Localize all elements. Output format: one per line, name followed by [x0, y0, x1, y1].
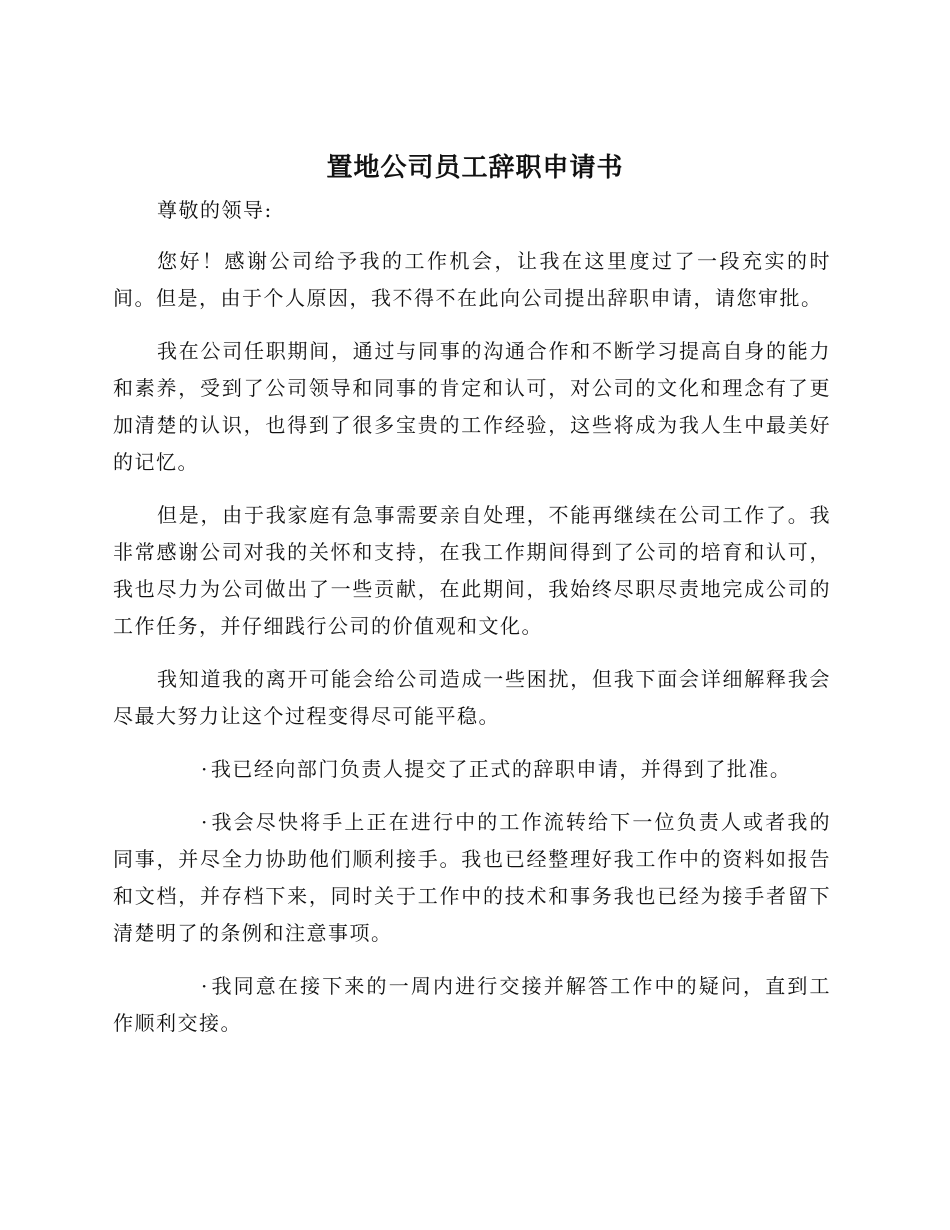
bullet-text: 我会尽快将手上正在进行中的工作流转给下一位负责人或者我的同事，并尽全力协助他们顺利接手。我也已经整理好我工作中的资料如报告和文档，并存档下来，同时关于工作中的技术和事务我也已经为接手者留下清楚明了的条例和注意事项。 — [113, 810, 831, 945]
paragraph-transition: 我知道我的离开可能会给公司造成一些困扰，但我下面会详细解释我会尽最大努力让这个过程变得尽可能平稳。 — [113, 667, 831, 728]
bullet-item — [113, 804, 831, 952]
bullet-marker: · — [201, 757, 209, 781]
document-body — [113, 192, 831, 1058]
document-title: 置地公司员工辞职申请书 — [326, 153, 624, 183]
paragraph-reason: 但是，由于我家庭有急事需要亲自处理，不能再继续在公司工作了。我非常感谢公司对我的关怀和支持，在我工作期间得到了公司的培育和认可，我也尽力为公司做出了一些贡献，在此期间，我始终尽职尽责地完成公司的工作任务，并仔细践行公司的价值观和文化。 — [113, 503, 831, 638]
bullet-item — [113, 751, 831, 788]
paragraph-experience: 我在公司任职期间，通过与同事的沟通合作和不断学习提高自身的能力和素养，受到了公司领导和同事的肯定和认可，对公司的文化和理念有了更加清楚的认识，也得到了很多宝贵的工作经验，这些将成为我人生中最美好的记忆。 — [113, 339, 831, 474]
bullet-text: 我同意在接下来的一周内进行交接并解答工作中的疑问，直到工作顺利交接。 — [113, 974, 831, 1035]
bullet-marker: · — [201, 974, 209, 998]
bullet-marker: · — [201, 810, 209, 834]
salutation: 尊敬的领导: — [157, 198, 273, 222]
paragraph-greeting: 您好！感谢公司给予我的工作机会，让我在这里度过了一段充实的时间。但是，由于个人原因，我不得不在此向公司提出辞职申请，请您审批。 — [113, 249, 831, 310]
bullet-item — [113, 968, 831, 1042]
bullet-text: 我已经向部门负责人提交了正式的辞职申请，并得到了批准。 — [210, 757, 792, 781]
